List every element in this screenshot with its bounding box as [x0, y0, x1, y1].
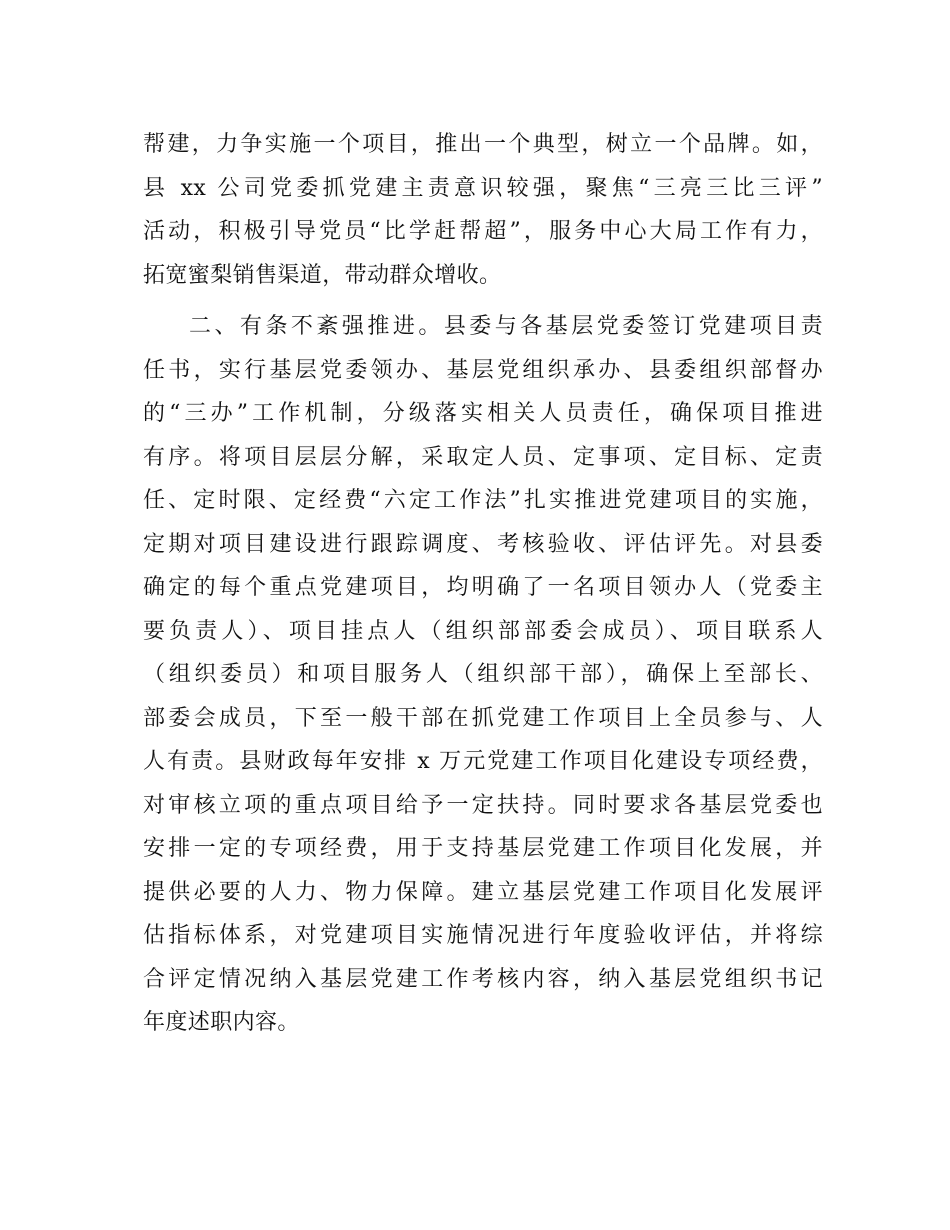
- paragraph-line: 任书，实行基层党委领办、基层党组织承办、县委组织部督办: [143, 357, 823, 383]
- paragraph-line: 对审核立项的重点项目给予一定扶持。同时要求各基层党委也: [143, 792, 823, 818]
- paragraph-line: 安排一定的专项经费，用于支持基层党建工作项目化发展，并: [143, 836, 823, 861]
- paragraph-line: 部委会成员，下至一般干部在抓党建工作项目上全员参与、人: [143, 705, 823, 731]
- paragraph-line: （组织委员）和项目服务人（组织部干部），确保上至部长、: [143, 662, 823, 687]
- paragraph-line: 活动，积极引导党员“比学赶帮超”，服务中心大局工作有力，: [143, 219, 823, 244]
- paragraph-line: 估指标体系，对党建项目实施情况进行年度验收评估，并将综: [143, 923, 823, 948]
- paragraph-line: 定期对项目建设进行跟踪调度、考核验收、评估评先。对县委: [143, 531, 823, 557]
- paragraph-line: 二、有条不紊强推进。县委与各基层党委签订党建项目责: [189, 314, 823, 339]
- paragraph-line: 年度述职内容。: [143, 1010, 300, 1035]
- paragraph-line: 帮建，力争实施一个项目，推出一个典型，树立一个品牌。如，: [143, 132, 823, 157]
- paragraph-line: 人有责。县财政每年安排 x 万元党建工作项目化建设专项经费，: [143, 749, 823, 774]
- paragraph-line: 提供必要的人力、物力保障。建立基层党建工作项目化发展评: [143, 879, 823, 905]
- paragraph-line: 县 xx 公司党委抓党建主责意识较强，聚焦“三亮三比三评”: [143, 175, 823, 201]
- paragraph-line: 拓宽蜜梨销售渠道，带动群众增收。: [143, 262, 502, 288]
- paragraph-line: 有序。将项目层层分解，采取定人员、定事项、定目标、定责: [143, 444, 823, 470]
- paragraph-line: 确定的每个重点党建项目，均明确了一名项目领办人（党委主: [143, 575, 823, 600]
- paragraph-line: 的“三办”工作机制，分级落实相关人员责任，确保项目推进: [143, 401, 823, 426]
- paragraph-line: 要负责人）、项目挂点人（组织部部委会成员）、项目联系人: [143, 618, 823, 644]
- paragraph-2: [143, 305, 823, 1045]
- paragraph-line: 任、定时限、定经费“六定工作法”扎实推进党建项目的实施，: [143, 488, 823, 513]
- paragraph-1: [143, 123, 823, 297]
- paragraph-line: 合评定情况纳入基层党建工作考核内容，纳入基层党组织书记: [143, 966, 823, 992]
